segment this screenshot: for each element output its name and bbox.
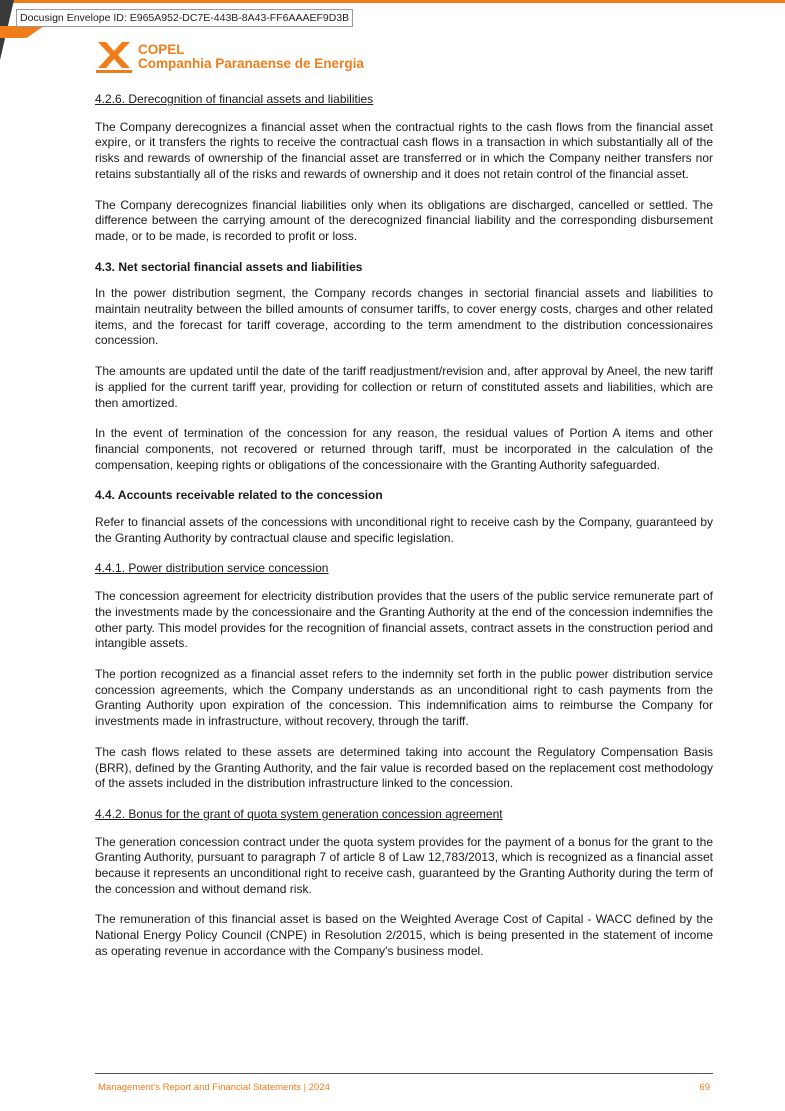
- paragraph: The cash flows related to these assets are determined taking into account the Regulatory Compensation Basis (BRR), defined by the Granting Authority, and the fair value is recorded based on the replacement cost methodology of the assets included in the distribution infrastructure linked to the concession.: [95, 744, 713, 791]
- document-body: [95, 92, 713, 975]
- heading-4-3: 4.3. Net sectorial financial assets and liabilities: [95, 259, 363, 274]
- copel-logo-icon: [96, 40, 132, 74]
- heading-4-2-6: 4.2.6. Derecognition of financial assets and liabilities: [95, 92, 374, 106]
- company-logo: [96, 40, 364, 74]
- heading-4-4-2: 4.4.2. Bonus for the grant of quota system generation concession agreement: [95, 806, 503, 821]
- footer-title: Management's Report and Financial Statements | 2024: [98, 1082, 330, 1093]
- heading-4-4-1: 4.4.1. Power distribution service concession: [95, 561, 329, 576]
- paragraph: The Company derecognizes financial liabilities only when its obligations are discharged, cancelled or settled. The difference between the carrying amount of the derecognized financial liability and the corresponding disbursement made, or to be made, is recorded to profit or loss.: [95, 197, 713, 243]
- paragraph: The generation concession contract under the quota system provides for the payment of a bonus for the grant to the Granting Authority, pursuant to paragraph 7 of article 8 of Law 12,783/2013, which is recognized as a financial asset because it represents an unconditional right to receive cash, guaranteed by the Granting Authority during the term of the concession and without demand risk.: [95, 834, 713, 896]
- paragraph: The remuneration of this financial asset is based on the Weighted Average Cost of Capital - WACC defined by the National Energy Policy Council (CNPE) in Resolution 2/2015, which is being presented in the statement of income as operating revenue in accordance with the Company's business model.: [95, 912, 713, 958]
- logo-name: COPEL: [138, 42, 185, 57]
- paragraph: In the power distribution segment, the Company records changes in sectorial financial assets and liabilities to maintain neutrality between the billed amounts of consumer tariffs, to cover energy costs, charges and other related items, and the forecast for tariff coverage, according to the term amendment to the distribution concessionaires concession.: [95, 286, 713, 348]
- paragraph: The concession agreement for electricity distribution provides that the users of the public service remunerate part of the investments made by the concessionaire and the Granting Authority at the end of the concession indemnifies the other party. This model provides for the recognition of financial assets, contract assets in the construction period and intangible assets.: [95, 589, 713, 651]
- paragraph: Refer to financial assets of the concessions with unconditional right to receive cash by the Company, guaranteed by the Granting Authority by contractual clause and specific legislation.: [95, 515, 713, 545]
- paragraph: The amounts are updated until the date of the tariff readjustment/revision and, after approval by Aneel, the new tariff is applied for the current tariff year, providing for collection or return of constituted assets and liabilities, which are then amortized.: [95, 364, 713, 410]
- corner-accent: [0, 26, 44, 38]
- heading-4-4: 4.4. Accounts receivable related to the concession: [95, 488, 383, 503]
- footer-divider: [95, 1073, 713, 1074]
- paragraph: The Company derecognizes a financial asset when the contractual rights to the cash flows from the financial asset expire, or it transfers the rights to receive the contractual cash flows in a transaction in which substantially all of the risks and rewards of ownership of the financial asset are transferred or in which the Company neither transfers nor retains substantially all of the risks and rewards of ownership and it does not retain control of the financial asset.: [95, 119, 713, 181]
- page-number: 69: [699, 1082, 710, 1093]
- top-accent-bar: [0, 0, 785, 3]
- logo-company-name: Companhia Paranaense de Energia: [138, 56, 364, 71]
- paragraph: In the event of termination of the concession for any reason, the residual values of Portion A items and other financial components, not recovered or returned through tariff, must be incorporated in the calculation of the compensation, keeping rights or obligations of the concessionaire with the Granting Authority safeguarded.: [95, 426, 713, 472]
- paragraph: The portion recognized as a financial asset refers to the indemnity set forth in the public power distribution service concession agreements, which the Company understands as an unconditional right to cash payments from the Granting Authority upon expiration of the concession. This indemnification aims to reimburse the Company for investments made in infrastructure, without recovery, through the tariff.: [95, 666, 713, 729]
- envelope-id-label: Docusign Envelope ID: E965A952-DC7E-443B-8A43-FF6AAAEF9D3B: [16, 9, 353, 27]
